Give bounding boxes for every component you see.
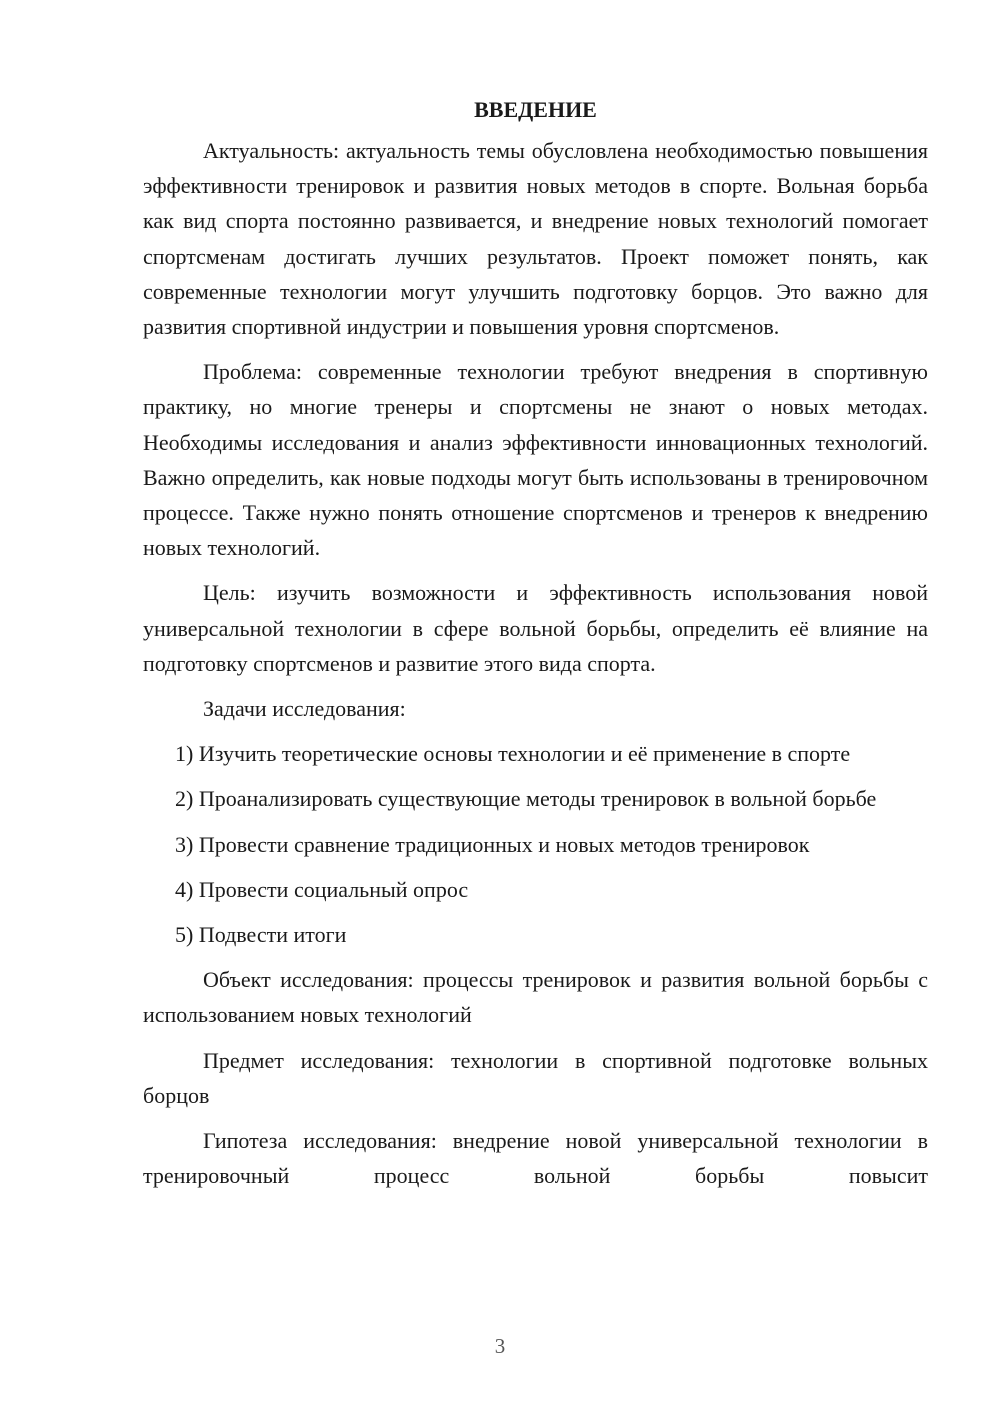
task-item: 5) Подвести итоги: [175, 922, 347, 948]
task-item: 4) Провести социальный опрос: [175, 876, 469, 902]
paragraph-problem: Проблема: современные технологии требуют внедрения в спортивную практику, но многие тренеры и спортсмены не знают о новых методах. Необходимы исследования и анализ эффективности инновационных технологий. Важно определить, как новые подходы могут быть использованы в тренировочном процессе. Также нужно понять отношение спортсменов и тренеров к внедрению новых технологий.: [143, 359, 928, 561]
task-item: 3) Провести сравнение традиционных и новых методов тренировок: [175, 831, 810, 857]
task-item: 1) Изучить теоретические основы технологии и её применение в спорте: [175, 741, 851, 767]
paragraph-tasks-heading: Задачи исследования:: [203, 696, 406, 722]
task-item: 2) Проанализировать существующие методы тренировок в вольной борьбе: [175, 786, 877, 812]
document-page: [143, 92, 928, 1193]
document-title: ВВЕДЕНИЕ: [474, 97, 597, 122]
paragraph-hypothesis: Гипотеза исследования: внедрение новой универсальной технологии в тренировочный процесс вольной борьбы повысит: [143, 1128, 928, 1189]
paragraph-relevance: Актуальность: актуальность темы обусловлена необходимостью повышения эффективности тренировок и развития новых методов в спорте. Вольная борьба как вид спорта постоянно развивается, и внедрение новых технологий помогает спортсменам достигать лучших результатов. Проект поможет понять, как современные технологии могут улучшить подготовку борцов. Это важно для развития спортивной индустрии и повышения уровня спортсменов.: [143, 138, 928, 340]
paragraph-subject: Предмет исследования: технологии в спортивной подготовке вольных борцов: [143, 1047, 928, 1108]
paragraph-object: Объект исследования: процессы тренировок и развития вольной борьбы с использованием новых технологий: [143, 967, 928, 1028]
paragraph-goal: Цель: изучить возможности и эффективность использования новой универсальной технологии в сфере вольной борьбы, определить её влияние на подготовку спортсменов и развитие этого вида спорта.: [143, 580, 928, 676]
page-number: 3: [494, 1334, 506, 1358]
